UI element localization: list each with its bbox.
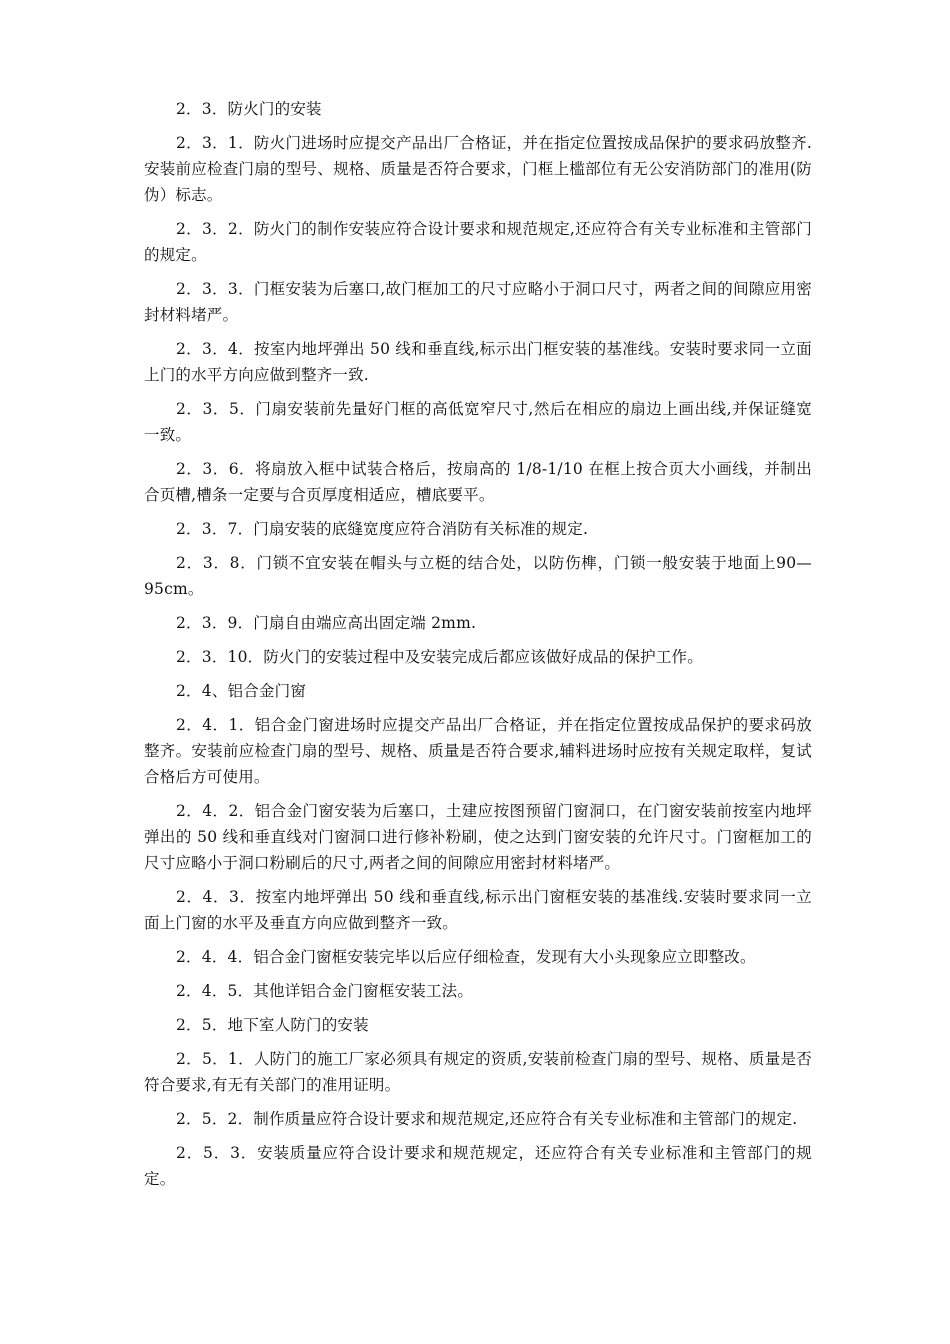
paragraph-2-4-5: 2．4．5．其他详铝合金门窗框安装工法。 xyxy=(176,982,474,1000)
paragraph-2-3-8: 2．3．8．门锁不宜安装在帽头与立梃的结合处，以防伤榫，门锁一般安装于地面上90—95cm。 xyxy=(144,554,812,598)
paragraph-2-3-10: 2．3．10．防火门的安装过程中及安装完成后都应该做好成品的保护工作。 xyxy=(176,648,703,666)
paragraph-2-4-2: 2．4．2．铝合金门窗安装为后塞口，土建应按图预留门窗洞口，在门窗安装前按室内地坪弹出的 50 线和垂直线对门窗洞口进行修补粉刷，使之达到门窗安装的允许尺寸。门窗框加工的尺寸应略小于洞口粉刷后的尺寸,两者之间的间隙应用密封材料堵严。 xyxy=(144,802,812,872)
paragraph-2-3-6: 2．3．6．将扇放入框中试装合格后，按扇高的 1/8-1/10 在框上按合页大小画线，并制出合页槽,槽条一定要与合页厚度相适应，槽底要平。 xyxy=(144,460,812,504)
paragraph-2-3-5: 2．3．5．门扇安装前先量好门框的高低宽窄尺寸,然后在相应的扇边上画出线,并保证缝宽一致。 xyxy=(144,400,812,444)
paragraph-2-3-3: 2．3．3．门框安装为后塞口,故门框加工的尺寸应略小于洞口尺寸，两者之间的间隙应用密封材料堵严。 xyxy=(144,280,812,324)
paragraph-2-5-2: 2．5．2．制作质量应符合设计要求和规范规定,还应符合有关专业标准和主管部门的规定. xyxy=(176,1110,798,1128)
section-heading-2-5: 2．5．地下室人防门的安装 xyxy=(176,1016,369,1034)
paragraph-2-3-4: 2．3．4．按室内地坪弹出 50 线和垂直线,标示出门框安装的基准线。安装时要求同一立面上门的水平方向应做到整齐一致. xyxy=(144,340,812,384)
paragraph-2-3-2: 2．3．2．防火门的制作安装应符合设计要求和规范规定,还应符合有关专业标准和主管部门的规定。 xyxy=(144,220,812,264)
section-heading-2-4: 2．4、铝合金门窗 xyxy=(176,682,307,700)
paragraph-2-4-1: 2．4．1．铝合金门窗进场时应提交产品出厂合格证，并在指定位置按成品保护的要求码放整齐。安装前应检查门扇的型号、规格、质量是否符合要求,辅料进场时应按有关规定取样，复试合格后方可使用。 xyxy=(144,716,812,786)
paragraph-2-3-1: 2．3．1．防火门进场时应提交产品出厂合格证，并在指定位置按成品保护的要求码放整齐.安装前应检查门扇的型号、规格、质量是否符合要求，门框上槛部位有无公安消防部门的准用(防伪）标志。 xyxy=(144,134,812,204)
section-heading-2-3: 2．3．防火门的安装 xyxy=(176,100,322,118)
paragraph-2-4-3: 2．4．3．按室内地坪弹出 50 线和垂直线,标示出门窗框安装的基准线.安装时要求同一立面上门窗的水平及垂直方向应做到整齐一致。 xyxy=(144,888,812,932)
paragraph-2-3-7: 2．3．7．门扇安装的底缝宽度应符合消防有关标准的规定. xyxy=(176,520,589,538)
paragraph-2-5-3: 2．5．3．安装质量应符合设计要求和规范规定，还应符合有关专业标准和主管部门的规定。 xyxy=(144,1144,812,1188)
paragraph-2-4-4: 2．4．4．铝合金门窗框安装完毕以后应仔细检查，发现有大小头现象应立即整改。 xyxy=(176,948,756,966)
paragraph-2-5-1: 2．5．1．人防门的施工厂家必须具有规定的资质,安装前检查门扇的型号、规格、质量是否符合要求,有无有关部门的准用证明。 xyxy=(144,1050,812,1094)
paragraph-2-3-9: 2．3．9．门扇自由端应高出固定端 2mm. xyxy=(176,614,477,632)
document-body xyxy=(144,96,812,1200)
